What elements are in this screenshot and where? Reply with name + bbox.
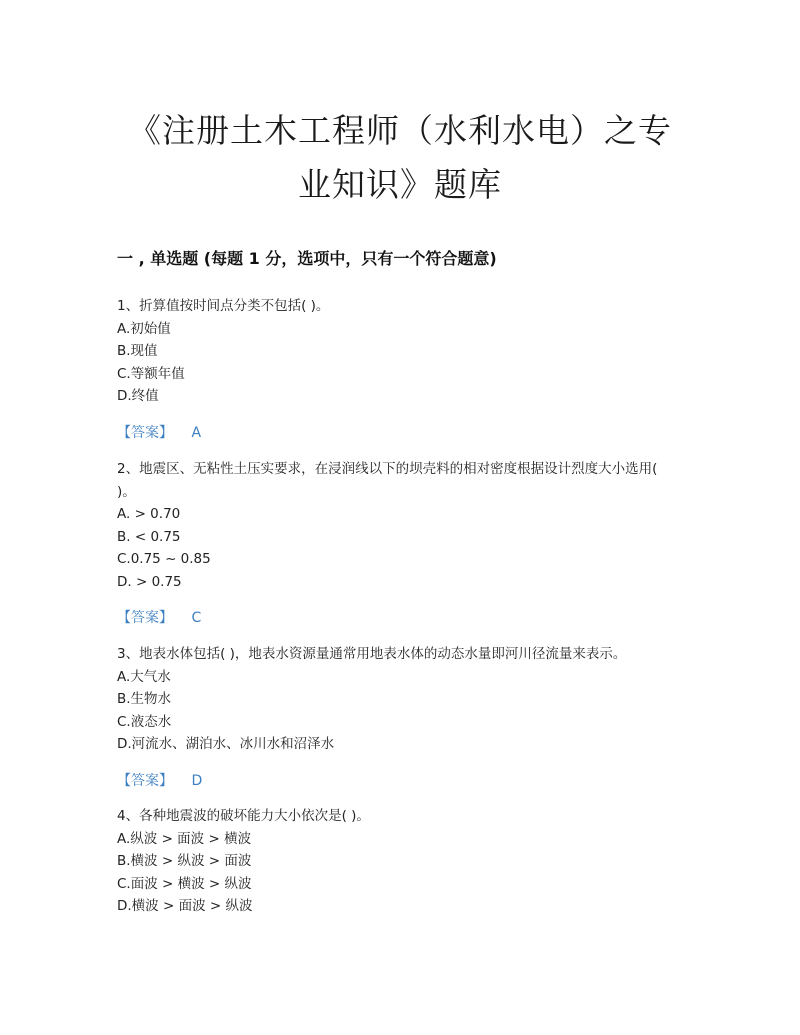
option-b: B. < 0.75 [117,528,181,545]
option-d: D.河流水、湖泊水、冰川水和沼泽水 [117,736,335,752]
document-title-line-1: 《注册土木工程师（水利水电）之专 [128,111,672,150]
answer-value: D [191,772,203,789]
answer-value: A [191,424,202,441]
question-2 [117,458,677,630]
option-b: B.横波 > 纵波 > 面波 [117,853,252,869]
option-d: D.终值 [117,388,159,404]
section-heading: 一 , 单选题 (每题 1 分，选项中，只有一个符合题意) [117,249,497,268]
question-3 [117,643,677,792]
option-a: A.大气水 [117,668,171,685]
answer-value: C [191,610,202,626]
option-b: B.生物水 [117,691,172,707]
option-c: C.等额年值 [117,365,185,382]
answer-label: 【答案】 [117,772,173,789]
question-stem: 4、各种地震波的破坏能力大小依次是( )。 [117,808,370,824]
option-d: D. > 0.75 [117,573,182,590]
answer-row [117,422,677,445]
answer-label: 【答案】 [117,424,173,441]
question-1 [117,295,677,444]
answer-row [117,770,677,793]
question-4 [117,805,677,918]
option-b: B.现值 [117,343,158,359]
document-title [100,104,700,212]
option-a: A. > 0.70 [117,506,181,522]
option-c: C.0.75 ~ 0.85 [117,551,211,567]
question-stem: 2、地震区、无粘性土压实要求，在浸润线以下的坝壳料的相对密度根据设计烈度大小选用( )。 [117,461,658,500]
option-c: C.液态水 [117,713,172,730]
question-stem: 3、地表水体包括( )，地表水资源量通常用地表水体的动态水量即河川径流量来表示。 [117,646,627,662]
question-stem: 1、折算值按时间点分类不包括( )。 [117,298,330,314]
document-title-line-2: 业知识》题库 [298,165,502,204]
option-a: A.纵波 > 面波 > 横波 [117,830,252,847]
option-a: A.初始值 [117,320,171,337]
option-d: D.横波 > 面波 > 纵波 [117,898,253,914]
option-c: C.面波 > 横波 > 纵波 [117,875,252,892]
answer-label: 【答案】 [117,610,173,626]
answer-row [117,607,677,630]
